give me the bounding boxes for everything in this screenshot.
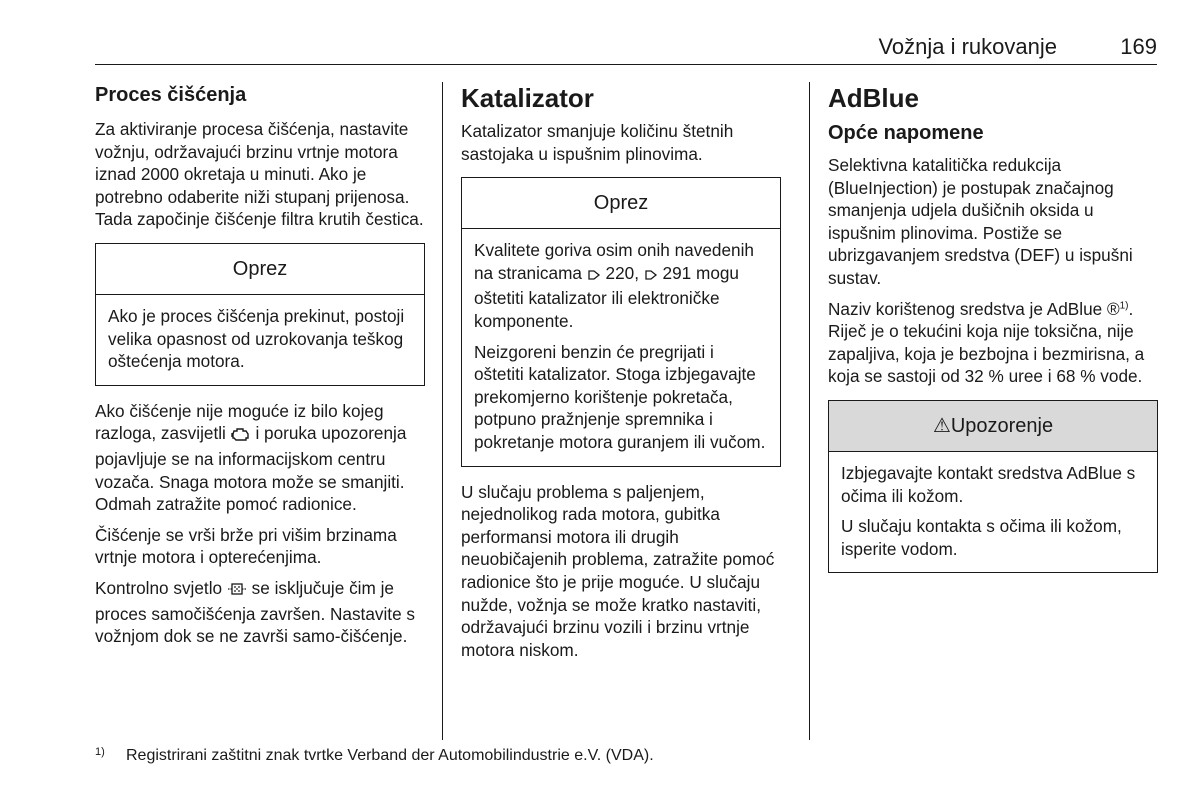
warning-text: Izbjegavajte kontakt sredstva AdBlue s očima ili kožom. [841, 462, 1136, 506]
page-reference[interactable]: 291 [662, 262, 692, 283]
text-span: mogu oštetiti katalizator ili elektroničke komponente. [474, 262, 739, 331]
column-divider [442, 82, 443, 740]
column-adblue [828, 82, 1158, 587]
paragraph: Čišćenje se vrši brže pri višim brzinama vrtnje motora i opterećenjima. [95, 524, 397, 568]
caution-title: Oprez [96, 244, 424, 295]
subheading-general-notes: Opće napomene [828, 122, 984, 144]
paragraph [95, 400, 425, 516]
warning-box [828, 400, 1158, 573]
text-span: se isključuje čim je proces samočišćenja završen. Nastavite s vožnjom dok se ne završi samo-čišćenje. [95, 577, 416, 647]
column-catalyst [461, 82, 781, 669]
paragraph: Za aktiviranje procesa čišćenja, nastavite vožnju, održavajući brzinu vrtnje motora iznad 2000 okretaja u minuti. Ako je potrebno odaberite niži stupanj prijenosa. Tada započinje čišćenje filtra krutih čestica. [95, 119, 424, 230]
page-header [95, 30, 1157, 65]
caution-text: Neizgoreni benzin će pregrijati i oštetiti katalizator. Stoga izbjegavajte prekomjerno korištenje pokretača, potpuno pražnjenje spremnika i pokretanje motora guranjem ili vučom. [474, 341, 766, 452]
caution-text [474, 239, 768, 332]
page-number: 169 [1120, 34, 1157, 59]
text-span: . Riječ je o tekućini koja nije toksična, nije zapaljiva, koja je bezbojna i bezmirisna, a koja se sastoji od 32 % uree i 68 % vode. [828, 298, 1145, 387]
heading-cleaning-process: Proces čišćenja [95, 84, 247, 106]
page-reference-arrow-icon [644, 265, 658, 288]
paragraph: Katalizator smanjuje količinu štetnih sastojaka u ispušnim plinovima. [461, 121, 734, 164]
section-title: Vožnja i rukovanje [878, 34, 1057, 59]
footnote-text: Registrirani zaštitni znak tvrtke Verband der Automobilindustrie e.V. (VDA). [126, 747, 654, 764]
text-span: Kontrolno svjetlo [95, 577, 223, 598]
warning-title-text: Upozorenje [950, 414, 1054, 437]
paragraph: Selektivna katalitička redukcija (BlueInjection) je postupak značajnog smanjenja udjela dušičnih oksida u ispušnim plinovima. Postiže se ubrizgavanjem sredstva (DEF) u ispušni sustav. [828, 155, 1133, 288]
heading-catalyst: Katalizator [461, 83, 594, 113]
warning-title [829, 401, 1157, 452]
column-divider [809, 82, 810, 740]
text-span: i poruka upozorenja pojavljuje se na informacijskom centru vozača. Snaga motora može se smanjiti. Odmah zatražite pomoć radionice. [95, 423, 407, 515]
heading-adblue: AdBlue [828, 83, 919, 113]
column-cleaning [95, 82, 425, 656]
text-span: Kvalitete goriva osim onih navedenih na stranicama [474, 240, 754, 283]
warning-text: U slučaju kontakta s očima ili kožom, isperite vodom. [841, 516, 1122, 559]
page-reference-arrow-icon [587, 265, 601, 288]
particle-filter-icon [227, 580, 247, 603]
paragraph [828, 298, 1158, 388]
footnote-mark: 1) [95, 746, 105, 758]
footnote-ref: 1) [1119, 299, 1129, 311]
text-span: Ako čišćenje nije moguće iz bilo kojeg razloga, zasvijetli [95, 400, 384, 444]
page-reference[interactable]: 220, [605, 262, 639, 283]
text-span: Naziv korištenog sredstva je AdBlue ® [828, 298, 1120, 319]
engine-warning-icon [231, 425, 251, 448]
paragraph [95, 577, 425, 648]
warning-triangle-icon: ⚠ [932, 414, 951, 437]
paragraph: U slučaju problema s paljenjem, nejednolikog rada motora, gubitka performansi motora ili drugih neuobičajenih problema, zatražite pomoć radionice što je prije moguće. U slučaju nužde, vožnja se može kratko nastaviti, održavajući brzinu vozili i brzinu vrtnje motora niskom. [461, 481, 775, 660]
caution-title: Oprez [462, 178, 780, 229]
caution-text: Ako je proces čišćenja prekinut, postoji velika opasnost od uzrokovanja teškog oštećenja motora. [108, 305, 405, 372]
caution-box [95, 243, 425, 386]
caution-box [461, 177, 781, 466]
